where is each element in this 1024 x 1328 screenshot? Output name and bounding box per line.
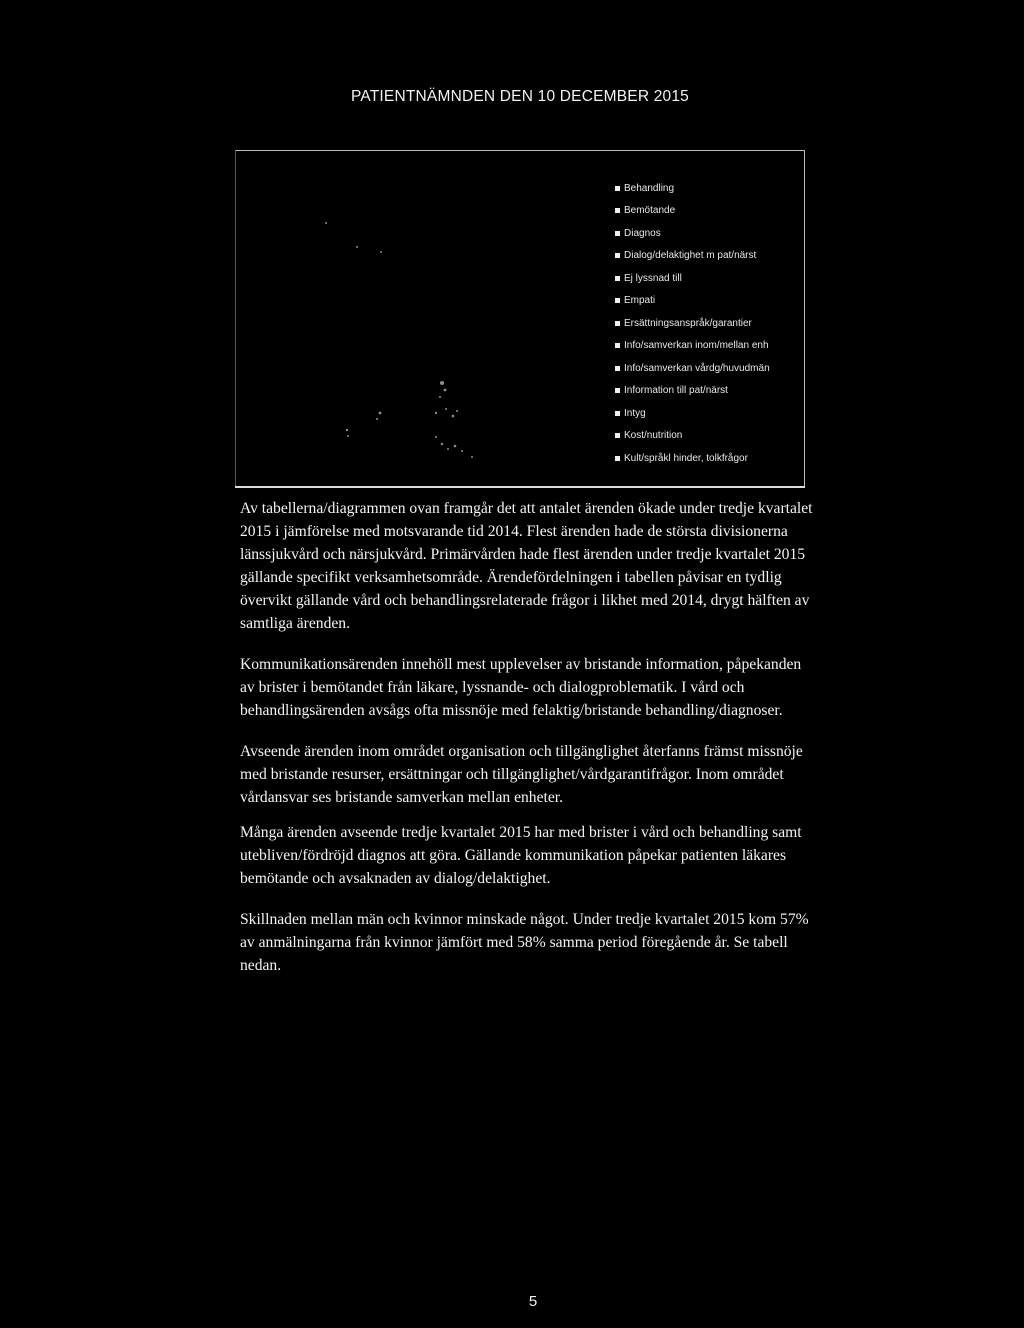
legend-item [615,380,770,403]
legend-swatch [615,298,620,303]
legend-swatch [615,388,620,393]
legend-swatch [615,231,620,236]
paragraph-communication: Kommunikationsärenden innehöll mest upplevelser av bristande information, påpekanden av brister i bemötandet från läkare, lyssnande- och dialogproblematik. I vård och behandlingsärenden avsågs ofta missnöje med felaktig/bristande behandling/diagnoser. [240,656,802,719]
legend-label: Information till pat/närst [624,385,728,397]
legend-label: Ersättningsanspråk/garantier [624,317,752,329]
legend-item [615,402,770,425]
legend-label: Intyg [624,407,646,419]
paragraph-gender-difference: Skillnaden mellan män och kvinnor minskade något. Under tredje kvartalet 2015 kom 57% av anmälningarna från kvinnor jämfört med 58% samma period föregående år. Se tabell nedan. [240,911,809,974]
legend-label: Behandling [624,182,675,194]
legend-swatch [615,276,620,281]
legend-item [615,447,770,470]
legend-label: Ej lyssnad till [624,272,682,284]
legend-item [615,245,770,268]
page-header: PATIENTNÄMNDEN DEN 10 DECEMBER 2015 [350,88,690,105]
legend-item [615,222,770,245]
legend-item [615,267,770,290]
paragraph-third-quarter: Många ärenden avseende tredje kvartalet 2015 har med brister i vård och behandling samt utebliven/fördröjd diagnos att göra. Gällande kommunikation påpekar patienten läkares bemötande och avsaknaden av dialog/delaktighet. [240,824,802,887]
legend-label: Bemötande [624,205,676,217]
legend-swatch [615,321,620,326]
page-number: 5 [528,1293,538,1310]
legend-swatch [615,253,620,258]
legend-swatch [615,208,620,213]
legend-item [615,312,770,335]
legend-swatch [615,186,620,191]
legend-swatch [615,433,620,438]
legend-swatch [615,366,620,371]
legend-item [615,335,770,358]
legend-item [615,290,770,313]
paragraph-organisation: Avseende ärenden inom området organisation och tillgänglighet återfanns främst missnöje med bristande resurser, ersättningar och tillgänglighet/vårdgarantifrågor. Inom området vårdansvar ses bristande samverkan mellan enheter. [240,743,803,806]
chart-legend [615,177,770,470]
chart-bottom-border [235,486,805,488]
legend-swatch [615,343,620,348]
pie-chart-area [236,151,606,487]
pie-chart-frame [235,150,805,488]
legend-item [615,425,770,448]
legend-label: Dialog/delaktighet m pat/närst [624,250,757,262]
legend-item [615,177,770,200]
paragraph-case-distribution: Av tabellerna/diagrammen ovan framgår det att antalet ärenden ökade under tredje kvartalet 2015 i jämförelse med motsvarande tid 2014. Flest ärenden hade de största divisionerna länssjukvård och närsjukvård. Primärvården hade flest ärenden under tredje kvartalet 2015 gällande specifikt verksamhetsområde. Ärendefördelningen i tabellen påvisar en tydlig övervikt gällande vård och behandlingsrelaterade frågor i likhet med 2014, drygt hälften av samtliga ärenden. [240,500,813,632]
legend-label: Info/samverkan inom/mellan enh [624,340,769,352]
legend-label: Diagnos [624,227,661,239]
legend-item [615,357,770,380]
legend-label: Kult/språkl hinder, tolkfrågor [624,452,748,464]
legend-label: Empati [624,295,656,307]
legend-swatch [615,456,620,461]
legend-label: Info/samverkan vårdg/huvudmän [624,362,770,374]
legend-swatch [615,411,620,416]
legend-label: Kost/nutrition [624,430,683,442]
body-text [240,497,815,995]
legend-item [615,200,770,223]
